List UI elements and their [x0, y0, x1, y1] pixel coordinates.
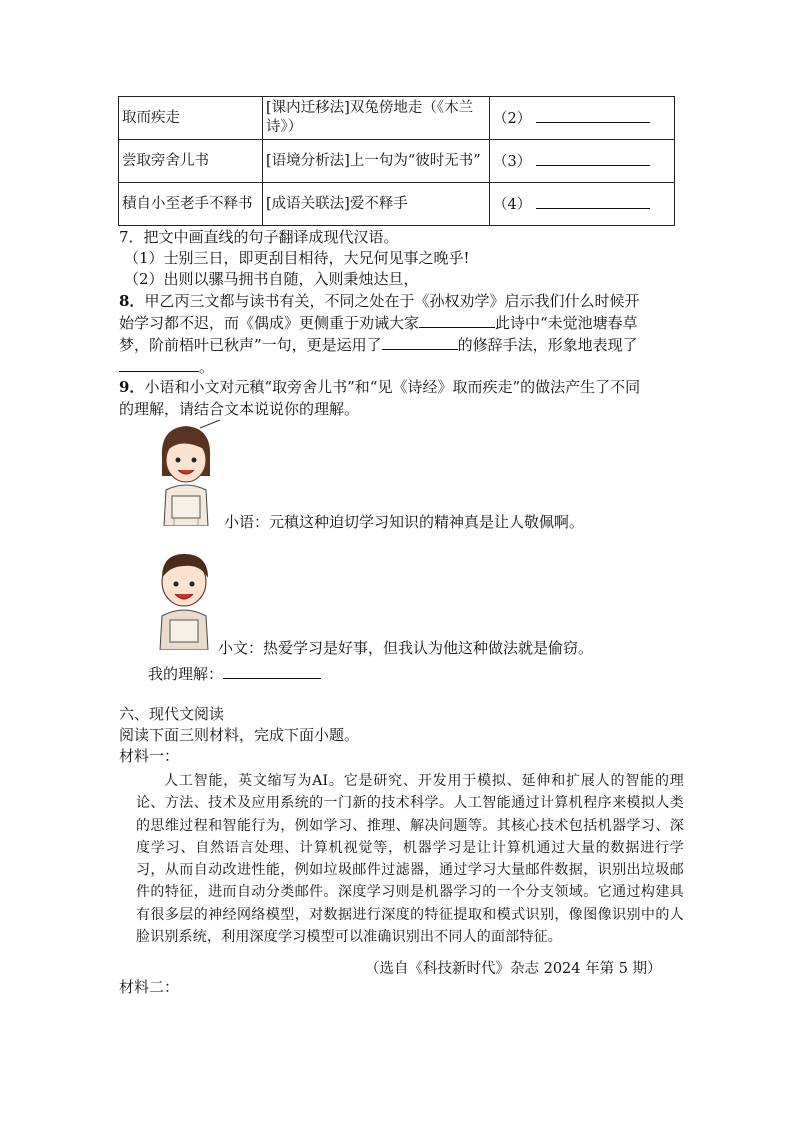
q8-text: 。 — [199, 358, 215, 376]
q8-line-1 — [119, 290, 639, 312]
q9-line-1 — [119, 376, 640, 398]
q9-line-2: 的理解，请结合文本说说你的理解。 — [119, 400, 360, 418]
term-cell: 取而疾走 — [119, 97, 263, 140]
method-cell: [成语关联法]爱不释手 — [263, 183, 490, 226]
answer-blank[interactable] — [536, 194, 650, 209]
answer-blank[interactable] — [536, 108, 650, 123]
q8-number: 8． — [119, 292, 145, 310]
my-understanding — [148, 663, 321, 684]
answer-blank[interactable] — [119, 357, 199, 372]
answer-cell — [490, 97, 675, 140]
word-method-table — [118, 96, 675, 226]
xiaoyu-speech: 小语：元稹这种迫切学习知识的精神真是让人敬佩啊。 — [224, 513, 585, 531]
table-row — [119, 140, 675, 183]
material-1-label: 材料一： — [119, 747, 180, 765]
q9-text: 小语和小文对元稹“取旁舍儿书”和“见《诗经》取而疾走”的做法产生了不同 — [144, 378, 641, 396]
answer-cell — [490, 140, 675, 183]
my-understanding-label: 我的理解： — [148, 665, 224, 683]
xiaowen-avatar-icon — [150, 546, 218, 650]
material-2-label: 材料二： — [119, 978, 180, 996]
q8-text: 的修辞手法，形象地表现了 — [457, 336, 638, 354]
q8-text: 始学习都不迟，而《偶成》更侧重于劝诫大家 — [119, 314, 420, 332]
q9-number: 9． — [119, 378, 145, 396]
method-cell: [语境分析法]上一句为“彼时无书” — [263, 140, 490, 183]
term-cell: 積自小至老手不释书 — [119, 183, 263, 226]
q8-text: 梦，阶前梧叶已秋声”一句，更是运用了 — [119, 336, 382, 354]
q8-line-3 — [119, 334, 638, 356]
answer-cell — [490, 183, 675, 226]
answer-blank[interactable] — [223, 664, 321, 679]
q7-sentence-1: （1）士别三日，即更刮目相待，大兄何见事之晚乎! — [124, 249, 470, 267]
answer-number: （3） — [493, 153, 532, 170]
q8-line-2 — [119, 312, 638, 334]
q7-stem: 7．把文中画直线的句子翻译成现代汉语。 — [119, 228, 399, 246]
method-cell: [课内迁移法]双兔傍地走（《木兰诗》） — [263, 97, 490, 140]
answer-blank[interactable] — [419, 313, 495, 328]
xiaowen-speech: 小文：热爱学习是好事，但我认为他这种做法就是偷窃。 — [218, 639, 594, 657]
material-1-paragraph: 人工智能，英文缩写为AI。它是研究、开发用于模拟、延伸和扩展人的智能的理论、方法、技术及应用系统的一门新的技术科学。人工智能通过计算机程序来模拟人类的思维过程和智能行为，例如学习、推理、解决问题等。其核心技术包括机器学习、深度学习、自然语言处理、计算机视觉等，机器学习是让计算机通过大量的数据进行学习，从而自动改进性能，例如垃圾邮件过滤器，通过学习大量邮件数据，识别出垃圾邮件的特征，进而自动分类邮件。深度学习则是机器学习的一个分支领域。它通过构建具有很多层的神经网络模型，对数据进行深度的特征提取和模式识别，像图像识别中的人脸识别系统，利用深度学习模型可以准确识别出不同人的面部特征。 — [136, 773, 684, 946]
q7-sentence-2: （2）出则以骡马拥书自随，入则秉烛达旦， — [124, 270, 419, 288]
section-6-title: 六、现代文阅读 — [119, 705, 225, 723]
table-row — [119, 97, 675, 140]
section-6-intro: 阅读下面三则材料，完成下面小题。 — [119, 726, 360, 744]
answer-number: （2） — [493, 110, 532, 127]
q8-text: 甲乙丙三文都与读书有关，不同之处在于《孙权劝学》启示我们什么时候开 — [144, 292, 640, 310]
answer-blank[interactable] — [536, 151, 650, 166]
q8-text: 此诗中“未觉池塘春草 — [495, 314, 638, 332]
q8-line-4 — [119, 356, 214, 378]
xiaoyu-avatar-icon — [150, 418, 222, 526]
term-cell: 尝取旁舍儿书 — [119, 140, 263, 183]
material-1-body — [136, 770, 684, 948]
answer-number: （4） — [493, 196, 532, 213]
answer-blank[interactable] — [382, 335, 458, 350]
material-1-source: （选自《科技新时代》杂志 2024 年第 5 期） — [365, 961, 662, 977]
table-row — [119, 183, 675, 226]
